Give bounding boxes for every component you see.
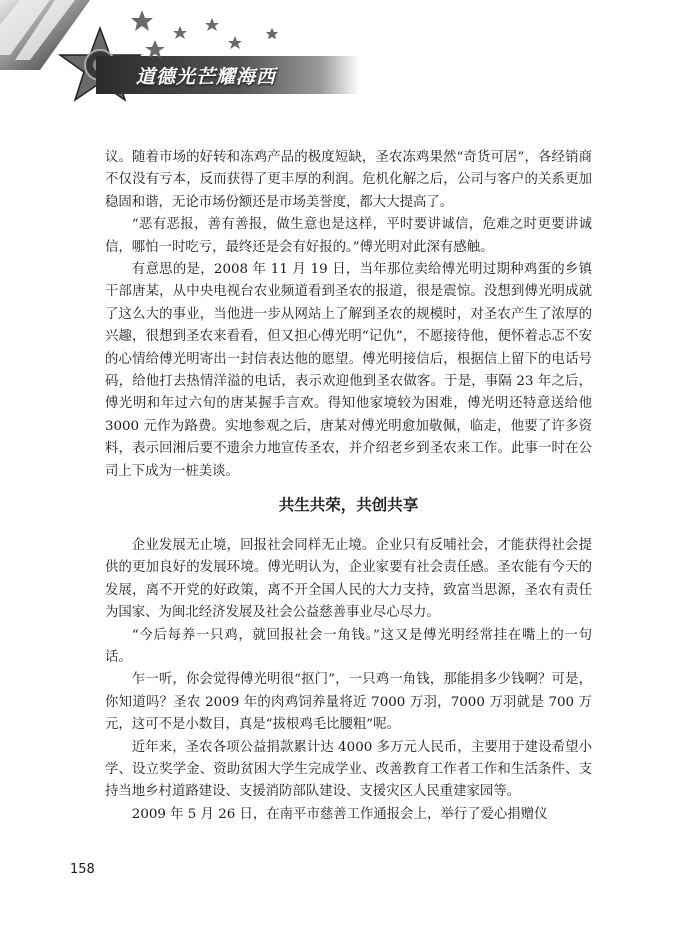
paragraph: 乍一听，你会觉得傅光明很“抠门”，一只鸡一角钱，那能捐多少钱啊？可是，你知道吗？圣农 2009 年的肉鸡饲养量将近 7000 万羽，7000 万羽就是 700 万元，这可不是小数目，真是“拔根鸡毛比腰粗”呢。 [105,672,592,733]
paragraph: 2009 年 5 月 26 日，在南平市慈善工作通报会上，举行了爱心捐赠仪 [131,806,548,822]
banner-title: 道德光芒耀海西 [136,66,277,88]
medal-emblem-icon [0,0,360,120]
section-1-text [105,147,592,483]
page-number: 158 [70,862,95,877]
paragraph: “今后每养一只鸡，就回报社会一角钱。”这又是傅光明经常挂在嘴上的一句话。 [105,627,592,666]
paragraph: 议。随着市场的好转和冻鸡产品的极度短缺，圣农冻鸡果然“奇货可居”，各经销商不仅没有亏本，反而获得了更丰厚的利润。危机化解之后，公司与客户的关系更加稳固和谐，无论市场份额还是市场美誉度，都大大提高了。 [105,150,592,210]
section-heading: 共生共荣，共创共享 [278,496,419,514]
paragraph: 近年来，圣农各项公益捐款累计达 4000 多万元人民币，主要用于建设希望小学、设立奖学金、资助贫困大学生完成学业、改善教育工作者工作和生活条件、支持当地乡村道路建设、支援消防部队建设、支援灾区人民重建家园等。 [105,739,592,800]
paragraph: 有意思的是，2008 年 11 月 19 日，当年那位卖给傅光明过期种鸡蛋的乡镇干部唐某，从中央电视台农业频道看到圣农的报道，很是震惊。没想到傅光明成就了这么大的事业，当他进一步从网站上了解到圣农的规模时，对圣农产生了浓厚的兴趣，很想到圣农来看看，但又担心傅光明“记仇”，不愿接待他，便怀着忐忑不安的心情给傅光明寄出一封信表达他的愿望。傅光明接信后，根据信上留下的电话号码，给他打去热情洋溢的电话，表示欢迎他到圣农做客。于是，事隔 23 年之后，傅光明和年过六旬的唐某握手言欢。得知他家境较为困难，傅光明还特意送给他 3000 元作为路费。实地参观之后，唐某对傅光明愈加敬佩，临走，他要了许多资料，表示回湘后要不遗余力地宣传圣农，并介绍老乡到圣农来工作。此事一时在公司上下成为一桩美谈。 [105,262,592,479]
header-banner [0,0,360,120]
section-2-text [105,535,592,826]
paragraph: “恶有恶报，善有善报，做生意也是这样，平时要讲诚信，危难之时更要讲诚信，哪怕一时吃亏，最终还是会有好报的。”傅光明对此深有感触。 [105,217,592,255]
paragraph: 企业发展无止境，回报社会同样无止境。企业只有反哺社会，才能获得社会提供的更加良好的发展环境。傅光明认为，企业家要有社会责任感。圣农能有今天的发展，离不开党的好政策，离不开全国人民的大力支持，致富当思源，圣农有责任为国家、为闽北经济发展及社会公益慈善事业尽心尽力。 [105,538,592,621]
